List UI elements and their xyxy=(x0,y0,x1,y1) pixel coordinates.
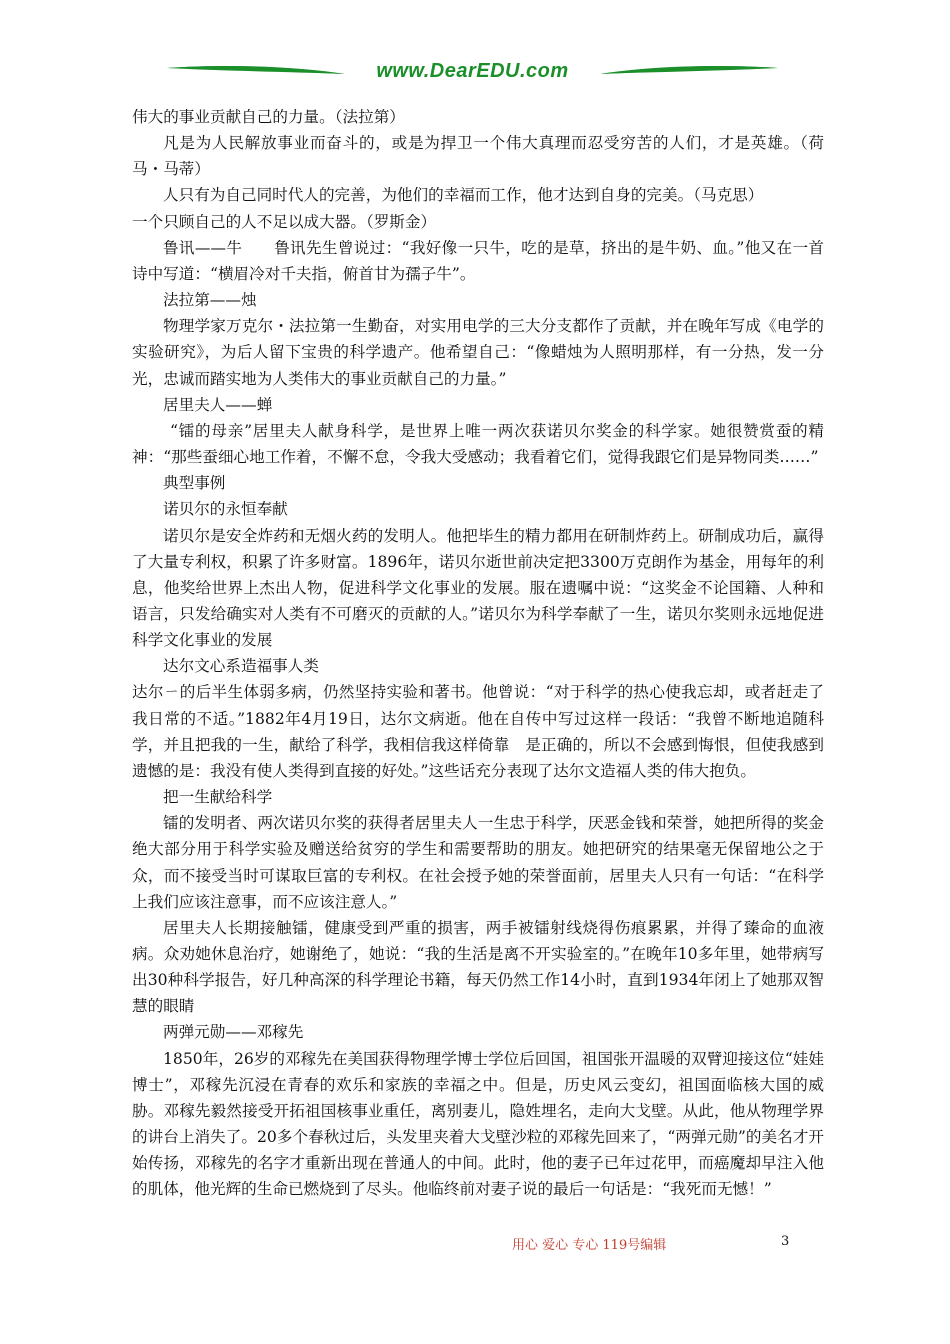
paragraph: 1850年，26岁的邓稼先在美国获得物理学博士学位后回国，祖国张开温暖的双臂迎接这位“娃娃博士”，邓稼先沉浸在青春的欢乐和家族的幸福之中。但是，历史风云变幻，祖国面临核大国的威胁。邓稼先毅然接受开拓祖国核事业重任，离别妻儿，隐姓埋名，走向大戈壁。从此，他从物理学界的讲台上消失了。20多个春秋过后，头发里夹着大戈壁沙粒的邓稼先回来了，“两弹元勋”的美名才开始传扬，邓稼先的名字才重新出现在普通人的中间。此时，他的妻子已年过花甲，而癌魔却早注入他的肌体，他光辉的生命已燃烧到了尽头。他临终前对妻子说的最后一句话是：“我死而无憾！” xyxy=(132,1049,824,1199)
paragraph: 凡是为人民解放事业而奋斗的，或是为捍卫一个伟大真理而忍受穷苦的人们，才是英雄。（荷马・马蒂） xyxy=(132,134,824,179)
page-header xyxy=(165,52,780,92)
paragraph: 法拉第——烛 xyxy=(163,291,257,310)
paragraph: 达尔文心系造福事人类 xyxy=(163,657,319,676)
paragraph: 镭的发明者、两次诺贝尔奖的获得者居里夫人一生忠于科学，厌恶金钱和荣誉，她把所得的奖金绝大部分用于科学实验及赠送给贫穷的学生和需要帮助的朋友。她把研究的结果毫无保留地公之于众，而不接受当时可谋取巨富的专利权。在社会授予她的荣誉面前，居里夫人只有一句话：“在科学上我们应该注意事，而不应该注意人。” xyxy=(132,814,824,911)
paragraph: 人只有为自己同时代人的完善，为他们的幸福而工作，他才达到自身的完美。（马克思） xyxy=(163,186,764,205)
page-number: 3 xyxy=(781,1234,790,1249)
paragraph: 伟大的事业贡献自己的力量。（法拉第） xyxy=(132,108,405,126)
paragraph: 鲁讯——牛 鲁讯先生曾说过：“我好像一只牛，吃的是草，挤出的是牛奶、血。”他又在一首诗中写道：“横眉冷对千夫指，俯首甘为孺子牛”。 xyxy=(132,238,824,283)
site-logo: www.DearEDU.com xyxy=(376,60,569,82)
paragraph: 把一生献给科学 xyxy=(163,788,273,807)
paragraph: 诺贝尔的永恒奉献 xyxy=(163,500,288,519)
paragraph: 两弹元勋——邓稼先 xyxy=(163,1023,304,1042)
paragraph: “镭的母亲”居里夫人献身科学，是世界上唯一两次获诺贝尔奖金的科学家。她很赞赏蚕的精神：“那些蚕细心地工作着，不懈不怠，令我大受感动；我看着它们，觉得我跟它们是异物同类……” xyxy=(132,421,824,467)
footer-note: 用心 爱心 专心 119号编辑 xyxy=(512,1238,667,1253)
paragraph: 典型事例 xyxy=(163,474,226,493)
paragraph: 物理学家万克尔・法拉第一生勤奋，对实用电学的三大分支都作了贡献，并在晚年写成《电学的实验研究》，为后人留下宝贵的科学遗产。他希望自己：“像蜡烛为人照明那样，有一分热，发一分光，忠诚而踏实地为人类伟大的事业贡献自己的力量。” xyxy=(132,317,824,388)
document-body xyxy=(132,104,824,1203)
paragraph: 一个只顾自己的人不足以成大器。（罗斯金） xyxy=(132,212,437,231)
paragraph: 达尔ㄧ的后半生体弱多病，仍然坚持实验和著书。他曾说：“对于科学的热心使我忘却，或者赶走了我日常的不适。”1882年4月19日，达尔文病逝。他在自传中写过这样一段话：“我曾不断地追随科学，并且把我的一生，献给了科学，我相信我这样倚靠 是正确的，所以不会感到悔恨，但使我感到遗憾的是：我没有使人类得到直接的好处。”这些话充分表现了达尔文造福人类的伟大抱负。 xyxy=(132,683,824,780)
paragraph: 居里夫人长期接触镭，健康受到严重的损害，两手被镭射线烧得伤痕累累，并得了臻命的血液病。众劝她休息治疗，她谢绝了，她说：“我的生活是离不开实验室的。”在晚年10多年里，她带病写出30种科学报告，好几种高深的科学理论书籍，每天仍然工作14小时，直到1934年闭上了她那双智慧的眼睛 xyxy=(132,918,824,1016)
paragraph: 居里夫人——蝉 xyxy=(163,395,273,414)
paragraph: 诺贝尔是安全炸药和无烟火药的发明人。他把毕生的精力都用在研制炸药上。研制成功后，赢得了大量专利权，积累了许多财富。1896年，诺贝尔逝世前决定把3300万克朗作为基金，用每年的利息，他奖给世界上杰出人物，促进科学文化事业的发展。服在遗嘱中说：“这奖金不论国籍、人种和语言，只发给确实对人类有不可磨灭的贡献的人。”诺贝尔为科学奉献了一生，诺贝尔奖则永远地促进科学文化事业的发展 xyxy=(132,526,824,650)
